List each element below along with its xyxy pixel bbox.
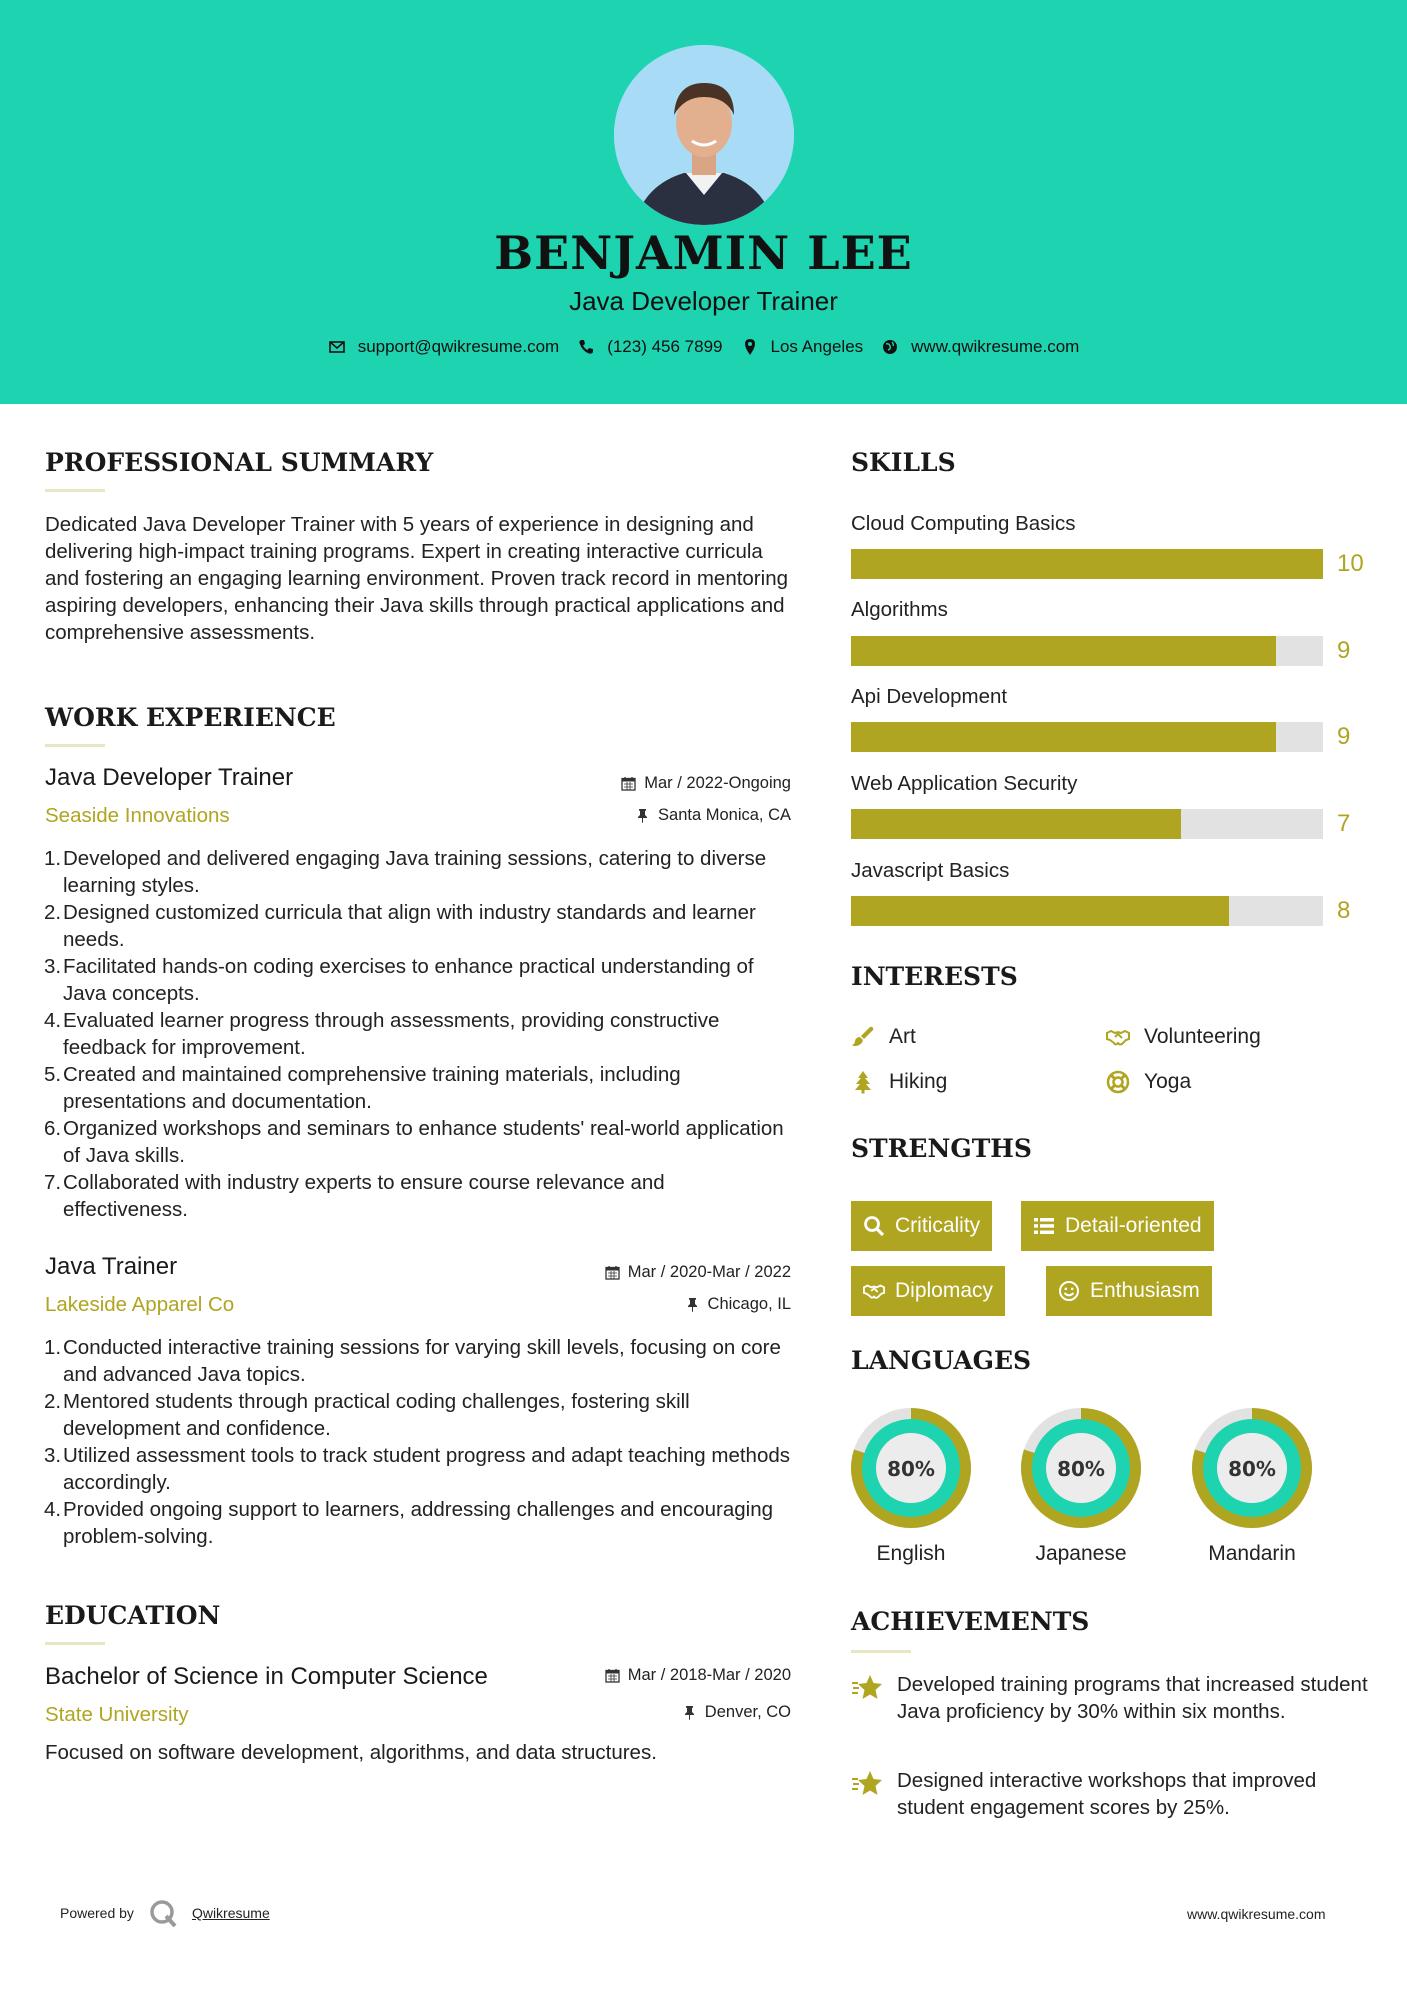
job-location-text: Santa Monica, CA — [658, 806, 791, 824]
job-location — [500, 1295, 791, 1314]
job-title: Java Developer Trainer — [45, 764, 294, 791]
achievement-item — [851, 1767, 1371, 1821]
paintbrush-icon — [851, 1025, 875, 1049]
interest-label: Art — [889, 1025, 916, 1048]
strengths-heading: STRENGTHS — [851, 1134, 1032, 1163]
skill-label: Api Development — [851, 685, 1008, 708]
list-item: 1. Conducted interactive training sessions for varying skill levels, focusing on core and advanced Java topics. — [44, 1336, 781, 1386]
skill-bar — [851, 636, 1323, 666]
experience-divider — [45, 744, 105, 747]
interest-label: Yoga — [1144, 1070, 1192, 1093]
language-percent: 80% — [887, 1457, 935, 1481]
education-dates-text: Mar / 2018-Mar / 2020 — [627, 1666, 791, 1684]
list-item: 3. Facilitated hands-on coding exercises to enhance practical understanding of Java concepts. — [44, 955, 754, 1005]
skill-value: 9 — [1337, 637, 1351, 664]
education-description: Focused on software development, algorithms, and data structures. — [45, 1741, 657, 1764]
qwikresume-logo-icon — [148, 1898, 178, 1928]
strength-label: Criticality — [895, 1214, 981, 1237]
smile-icon — [1058, 1280, 1080, 1302]
contact-website[interactable] — [881, 337, 1079, 357]
language-name: Mandarin — [1208, 1542, 1296, 1565]
strength-label: Detail-oriented — [1065, 1214, 1202, 1237]
skill-bar-fill — [851, 636, 1276, 666]
education-school: State University — [45, 1703, 189, 1726]
calendar-icon — [621, 776, 636, 791]
achievement-item — [851, 1671, 1371, 1725]
language-item — [849, 1406, 973, 1566]
map-pin-icon — [741, 338, 759, 356]
list-item: 3. Utilized assessment tools to track student progress and adapt teaching methods accordingly. — [44, 1444, 791, 1494]
envelope-icon — [328, 338, 346, 356]
list-item: 6. Organized workshops and seminars to enhance students' real-world application of Java skills. — [44, 1117, 784, 1167]
skill-bar — [851, 809, 1323, 839]
contact-website-text: www.qwikresume.com — [911, 337, 1080, 356]
job-dates-text: Mar / 2020-Mar / 2022 — [627, 1263, 791, 1281]
tree-icon — [851, 1070, 875, 1094]
job-dates-text: Mar / 2022-Ongoing — [644, 774, 791, 792]
skill-bar-fill — [851, 896, 1229, 926]
achievements-divider — [851, 1650, 911, 1653]
strength-badge — [1046, 1266, 1212, 1316]
job-title: Java Trainer — [45, 1253, 178, 1280]
profile-photo — [614, 45, 794, 225]
list-item: 2. Mentored students through practical coding challenges, fostering skill development and confidence. — [44, 1390, 690, 1440]
globe-icon — [881, 338, 899, 356]
pushpin-icon — [685, 1297, 700, 1312]
skill-bar — [851, 896, 1323, 926]
strength-label: Diplomacy — [895, 1279, 994, 1302]
language-item — [1190, 1406, 1314, 1566]
job-company: Lakeside Apparel Co — [45, 1293, 235, 1316]
contact-email[interactable] — [328, 337, 560, 357]
star-icon — [851, 1769, 883, 1799]
contact-location-text: Los Angeles — [770, 337, 864, 356]
interest-item — [1106, 1070, 1191, 1094]
skill-bar — [851, 549, 1323, 579]
language-percent: 80% — [1057, 1457, 1105, 1481]
job-dates — [500, 774, 791, 793]
handshake-icon — [1106, 1025, 1130, 1049]
strength-label: Enthusiasm — [1090, 1279, 1200, 1302]
language-donut — [1190, 1406, 1314, 1530]
language-donut — [1019, 1406, 1143, 1530]
language-percent: 80% — [1228, 1457, 1276, 1481]
job-location-text: Chicago, IL — [707, 1295, 791, 1313]
skill-bar-fill — [851, 722, 1276, 752]
brand-link[interactable]: Qwikresume — [191, 1905, 270, 1921]
summary-text: Dedicated Java Developer Trainer with 5 years of experience in designing and delivering high-impact training programs. Expert in creating interactive curricula and fostering an engaging learning environment. Proven track record in mentoring aspiring developers, enhancing their Java skills through practical applications and comprehensive assessments. — [45, 513, 788, 644]
skill-bar-fill — [851, 809, 1181, 839]
language-item — [1019, 1406, 1143, 1566]
experience-heading: WORK EXPERIENCE — [45, 703, 336, 732]
job-bullets — [45, 845, 795, 1223]
skill-value: 7 — [1337, 810, 1351, 837]
interests-heading: INTERESTS — [851, 962, 1018, 991]
footer-website[interactable]: www.qwikresume.com — [1187, 1906, 1326, 1922]
interest-label: Volunteering — [1144, 1025, 1261, 1048]
education-dates — [500, 1666, 791, 1685]
interest-item — [1106, 1025, 1261, 1049]
pushpin-icon — [635, 808, 650, 823]
contact-phone[interactable] — [577, 337, 722, 357]
achievement-text: Designed interactive workshops that improved student engagement scores by 25%. — [897, 1769, 1317, 1819]
skill-label: Javascript Basics — [851, 859, 1010, 882]
achievements-heading: ACHIEVEMENTS — [851, 1607, 1090, 1636]
contact-location — [741, 337, 864, 357]
search-icon — [863, 1215, 885, 1237]
education-location-text: Denver, CO — [704, 1703, 791, 1721]
interest-item — [851, 1025, 916, 1049]
list-item: 7. Collaborated with industry experts to ensure course relevance and effectiveness. — [44, 1171, 665, 1221]
skill-value: 10 — [1337, 550, 1364, 577]
skill-value: 8 — [1337, 897, 1351, 924]
job-location — [500, 806, 791, 825]
education-heading: EDUCATION — [45, 1601, 221, 1630]
candidate-role: Java Developer Trainer — [569, 286, 838, 316]
skills-heading: SKILLS — [851, 448, 956, 477]
pushpin-icon — [682, 1705, 697, 1720]
language-name: Japanese — [1035, 1542, 1127, 1565]
powered-by-label: Powered by — [60, 1905, 134, 1921]
skill-bar — [851, 722, 1323, 752]
list-item: 2. Designed customized curricula that align with industry standards and learner needs. — [44, 901, 756, 951]
summary-heading: PROFESSIONAL SUMMARY — [45, 448, 434, 477]
phone-icon — [577, 338, 595, 356]
interest-label: Hiking — [889, 1070, 948, 1093]
language-donut — [849, 1406, 973, 1530]
languages-heading: LANGUAGES — [851, 1346, 1032, 1375]
education-degree: Bachelor of Science in Computer Science — [45, 1663, 488, 1690]
strength-badge — [1021, 1201, 1214, 1251]
skill-value: 9 — [1337, 723, 1351, 750]
summary-divider — [45, 489, 105, 492]
interest-item — [851, 1070, 947, 1094]
list-icon — [1033, 1215, 1055, 1237]
strength-badge — [851, 1266, 1005, 1316]
calendar-icon — [605, 1265, 620, 1280]
contact-email-text: support@qwikresume.com — [357, 337, 560, 356]
achievement-text: Developed training programs that increased student Java proficiency by 30% within six months. — [897, 1673, 1368, 1723]
strength-badge — [851, 1201, 992, 1251]
candidate-name: BENJAMIN LEE — [494, 226, 913, 280]
skill-label: Algorithms — [851, 598, 948, 621]
contact-phone-text: (123) 456 7899 — [607, 337, 723, 356]
handshake-icon — [863, 1280, 885, 1302]
language-name: English — [876, 1542, 946, 1565]
calendar-icon — [605, 1668, 620, 1683]
skill-bar-fill — [851, 549, 1323, 579]
education-location — [500, 1703, 791, 1722]
job-bullets — [45, 1334, 795, 1550]
header-banner — [0, 0, 1407, 404]
education-divider — [45, 1642, 105, 1645]
job-dates — [500, 1263, 791, 1282]
skill-label: Web Application Security — [851, 772, 1078, 795]
list-item: 1. Developed and delivered engaging Java training sessions, catering to diverse learning styles. — [44, 847, 767, 897]
list-item: 4. Provided ongoing support to learners, addressing challenges and encouraging problem-solving. — [44, 1498, 774, 1548]
job-company: Seaside Innovations — [45, 804, 230, 827]
list-item: 5. Created and maintained comprehensive training materials, including presentations and documentation. — [44, 1063, 681, 1113]
lifering-icon — [1106, 1070, 1130, 1094]
skill-label: Cloud Computing Basics — [851, 512, 1076, 535]
list-item: 4. Evaluated learner progress through assessments, providing constructive feedback for improvement. — [44, 1009, 720, 1059]
footer-branding — [60, 1898, 270, 1928]
star-icon — [851, 1673, 883, 1703]
contact-bar — [0, 337, 1407, 357]
